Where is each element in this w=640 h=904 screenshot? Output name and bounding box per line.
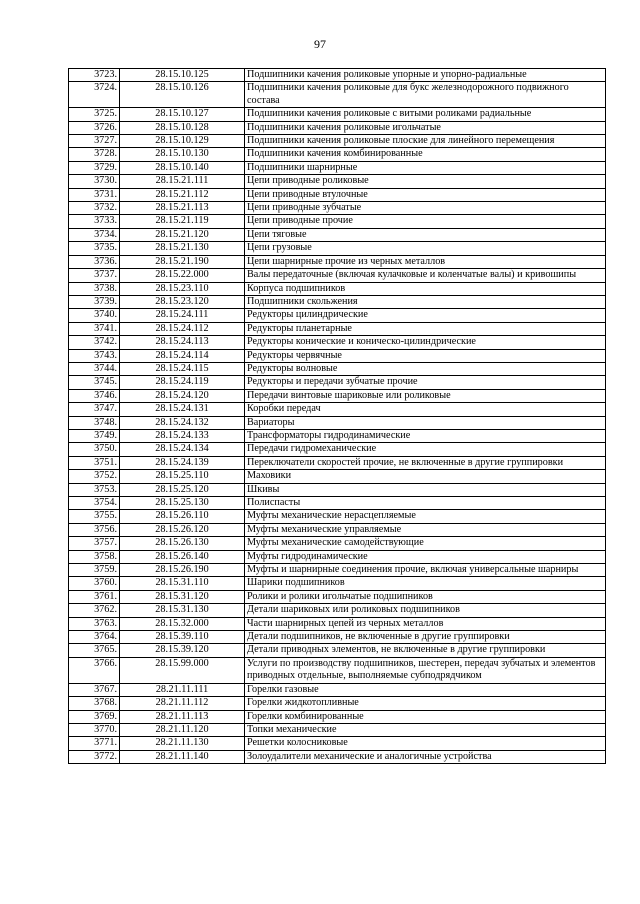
- table-row: [69, 416, 606, 429]
- table-body: [69, 69, 606, 764]
- row-number-cell: 3748.: [69, 416, 120, 429]
- code-cell: 28.15.39.120: [120, 644, 245, 657]
- row-number-cell: 3772.: [69, 750, 120, 763]
- row-number-cell: 3749.: [69, 429, 120, 442]
- table-row: [69, 590, 606, 603]
- table-row: [69, 82, 606, 108]
- row-number-cell: 3769.: [69, 710, 120, 723]
- product-name-cell: Горелки газовые: [245, 683, 606, 696]
- code-cell: 28.15.24.139: [120, 456, 245, 469]
- table-row: [69, 349, 606, 362]
- code-cell: 28.15.21.112: [120, 188, 245, 201]
- code-cell: 28.15.31.130: [120, 604, 245, 617]
- product-name-cell: Услуги по производству подшипников, шестерен, передач зубчатых и элементов приводных отдельные, выполняемые субподрядчиком: [245, 657, 606, 683]
- product-name-cell: Вариаторы: [245, 416, 606, 429]
- row-number-cell: 3728.: [69, 148, 120, 161]
- code-cell: 28.15.21.119: [120, 215, 245, 228]
- code-cell: 28.15.26.130: [120, 537, 245, 550]
- product-name-cell: Муфты механические управляемые: [245, 523, 606, 536]
- table-row: [69, 683, 606, 696]
- product-name-cell: Трансформаторы гидродинамические: [245, 429, 606, 442]
- row-number-cell: 3725.: [69, 108, 120, 121]
- product-name-cell: Подшипники качения комбинированные: [245, 148, 606, 161]
- code-cell: 28.15.24.113: [120, 336, 245, 349]
- code-cell: 28.15.10.129: [120, 135, 245, 148]
- table-row: [69, 723, 606, 736]
- code-cell: 28.15.21.111: [120, 175, 245, 188]
- row-number-cell: 3724.: [69, 82, 120, 108]
- product-name-cell: Корпуса подшипников: [245, 282, 606, 295]
- code-cell: 28.15.24.114: [120, 349, 245, 362]
- product-name-cell: Валы передаточные (включая кулачковые и коленчатые валы) и кривошипы: [245, 269, 606, 282]
- code-cell: 28.15.24.111: [120, 309, 245, 322]
- table-row: [69, 443, 606, 456]
- row-number-cell: 3723.: [69, 69, 120, 82]
- table-row: [69, 389, 606, 402]
- product-name-cell: Решетки колосниковые: [245, 737, 606, 750]
- table-row: [69, 657, 606, 683]
- table-row: [69, 282, 606, 295]
- row-number-cell: 3762.: [69, 604, 120, 617]
- page-number: 97: [314, 37, 326, 51]
- table-row: [69, 631, 606, 644]
- code-cell: 28.15.26.120: [120, 523, 245, 536]
- row-number-cell: 3731.: [69, 188, 120, 201]
- table-row: [69, 295, 606, 308]
- table-row: [69, 215, 606, 228]
- code-cell: 28.15.24.112: [120, 322, 245, 335]
- product-name-cell: Цепи грузовые: [245, 242, 606, 255]
- code-cell: 28.21.11.120: [120, 723, 245, 736]
- table-row: [69, 135, 606, 148]
- product-name-cell: Топки механические: [245, 723, 606, 736]
- table-row: [69, 362, 606, 375]
- table-row: [69, 510, 606, 523]
- product-name-cell: Редукторы конические и коническо-цилиндрические: [245, 336, 606, 349]
- product-name-cell: Цепи приводные втулочные: [245, 188, 606, 201]
- table-row: [69, 617, 606, 630]
- product-name-cell: Подшипники шарнирные: [245, 161, 606, 174]
- code-cell: 28.15.24.133: [120, 429, 245, 442]
- row-number-cell: 3743.: [69, 349, 120, 362]
- row-number-cell: 3745.: [69, 376, 120, 389]
- row-number-cell: 3758.: [69, 550, 120, 563]
- table-row: [69, 564, 606, 577]
- product-name-cell: Горелки комбинированные: [245, 710, 606, 723]
- row-number-cell: 3730.: [69, 175, 120, 188]
- table-row: [69, 255, 606, 268]
- product-name-cell: Редукторы планетарные: [245, 322, 606, 335]
- product-name-cell: Части шарнирных цепей из черных металлов: [245, 617, 606, 630]
- row-number-cell: 3737.: [69, 269, 120, 282]
- code-cell: 28.15.10.140: [120, 161, 245, 174]
- table-row: [69, 148, 606, 161]
- code-cell: 28.15.10.130: [120, 148, 245, 161]
- product-name-cell: Детали шариковых или роликовых подшипников: [245, 604, 606, 617]
- product-name-cell: Цепи приводные роликовые: [245, 175, 606, 188]
- product-name-cell: Горелки жидкотопливные: [245, 697, 606, 710]
- row-number-cell: 3757.: [69, 537, 120, 550]
- table-row: [69, 750, 606, 763]
- code-cell: 28.15.99.000: [120, 657, 245, 683]
- table-row: [69, 108, 606, 121]
- product-name-cell: Редукторы цилиндрические: [245, 309, 606, 322]
- row-number-cell: 3747.: [69, 403, 120, 416]
- code-cell: 28.15.23.120: [120, 295, 245, 308]
- product-name-cell: Полиспасты: [245, 497, 606, 510]
- row-number-cell: 3755.: [69, 510, 120, 523]
- row-number-cell: 3740.: [69, 309, 120, 322]
- table-row: [69, 336, 606, 349]
- row-number-cell: 3735.: [69, 242, 120, 255]
- product-name-cell: Коробки передач: [245, 403, 606, 416]
- product-name-cell: Детали подшипников, не включенные в другие группировки: [245, 631, 606, 644]
- table-row: [69, 604, 606, 617]
- product-name-cell: Муфты гидродинамические: [245, 550, 606, 563]
- code-cell: 28.15.10.127: [120, 108, 245, 121]
- row-number-cell: 3756.: [69, 523, 120, 536]
- table-row: [69, 242, 606, 255]
- code-cell: 28.15.26.140: [120, 550, 245, 563]
- code-cell: 28.15.25.120: [120, 483, 245, 496]
- table-row: [69, 697, 606, 710]
- code-cell: 28.21.11.111: [120, 683, 245, 696]
- code-cell: 28.15.25.130: [120, 497, 245, 510]
- table-row: [69, 403, 606, 416]
- code-cell: 28.15.21.190: [120, 255, 245, 268]
- row-number-cell: 3739.: [69, 295, 120, 308]
- product-name-cell: Золоудалители механические и аналогичные устройства: [245, 750, 606, 763]
- code-cell: 28.21.11.130: [120, 737, 245, 750]
- row-number-cell: 3765.: [69, 644, 120, 657]
- product-name-cell: Переключатели скоростей прочие, не включенные в другие группировки: [245, 456, 606, 469]
- table-row: [69, 456, 606, 469]
- row-number-cell: 3752.: [69, 470, 120, 483]
- table-row: [69, 523, 606, 536]
- product-name-cell: Редукторы волновые: [245, 362, 606, 375]
- table-row: [69, 710, 606, 723]
- code-cell: 28.15.31.110: [120, 577, 245, 590]
- code-cell: 28.15.26.110: [120, 510, 245, 523]
- product-name-cell: Редукторы и передачи зубчатые прочие: [245, 376, 606, 389]
- row-number-cell: 3746.: [69, 389, 120, 402]
- table-row: [69, 309, 606, 322]
- table-row: [69, 483, 606, 496]
- row-number-cell: 3736.: [69, 255, 120, 268]
- code-cell: 28.15.10.128: [120, 121, 245, 134]
- row-number-cell: 3753.: [69, 483, 120, 496]
- table-row: [69, 121, 606, 134]
- product-code-table: [68, 68, 606, 764]
- table-row: [69, 470, 606, 483]
- row-number-cell: 3733.: [69, 215, 120, 228]
- row-number-cell: 3726.: [69, 121, 120, 134]
- code-cell: 28.15.24.119: [120, 376, 245, 389]
- code-cell: 28.15.25.110: [120, 470, 245, 483]
- code-cell: 28.15.10.126: [120, 82, 245, 108]
- row-number-cell: 3760.: [69, 577, 120, 590]
- product-name-cell: Ролики и ролики игольчатые подшипников: [245, 590, 606, 603]
- product-name-cell: Цепи тяговые: [245, 228, 606, 241]
- code-cell: 28.15.39.110: [120, 631, 245, 644]
- product-name-cell: Цепи приводные зубчатые: [245, 202, 606, 215]
- product-name-cell: Шарики подшипников: [245, 577, 606, 590]
- row-number-cell: 3742.: [69, 336, 120, 349]
- row-number-cell: 3763.: [69, 617, 120, 630]
- code-cell: 28.15.26.190: [120, 564, 245, 577]
- row-number-cell: 3738.: [69, 282, 120, 295]
- table-row: [69, 737, 606, 750]
- row-number-cell: 3732.: [69, 202, 120, 215]
- code-cell: 28.15.23.110: [120, 282, 245, 295]
- product-name-cell: Подшипники качения роликовые упорные и упорно-радиальные: [245, 69, 606, 82]
- product-name-cell: Подшипники качения роликовые игольчатые: [245, 121, 606, 134]
- code-cell: 28.15.10.125: [120, 69, 245, 82]
- row-number-cell: 3734.: [69, 228, 120, 241]
- table-row: [69, 577, 606, 590]
- code-cell: 28.15.24.131: [120, 403, 245, 416]
- product-name-cell: Подшипники скольжения: [245, 295, 606, 308]
- code-cell: 28.15.21.120: [120, 228, 245, 241]
- table-row: [69, 228, 606, 241]
- product-name-cell: Подшипники качения роликовые с витыми роликами радиальные: [245, 108, 606, 121]
- table-row: [69, 550, 606, 563]
- product-name-cell: Подшипники качения роликовые для букс железнодорожного подвижного состава: [245, 82, 606, 108]
- table-row: [69, 497, 606, 510]
- product-name-cell: Редукторы червячные: [245, 349, 606, 362]
- table-row: [69, 322, 606, 335]
- product-name-cell: Детали приводных элементов, не включенные в другие группировки: [245, 644, 606, 657]
- product-name-cell: Муфты и шарнирные соединения прочие, включая универсальные шарниры: [245, 564, 606, 577]
- row-number-cell: 3754.: [69, 497, 120, 510]
- table-row: [69, 429, 606, 442]
- product-name-cell: Передачи винтовые шариковые или роликовые: [245, 389, 606, 402]
- row-number-cell: 3770.: [69, 723, 120, 736]
- table-row: [69, 202, 606, 215]
- code-cell: 28.21.11.140: [120, 750, 245, 763]
- product-name-cell: Маховики: [245, 470, 606, 483]
- row-number-cell: 3729.: [69, 161, 120, 174]
- product-name-cell: Цепи шарнирные прочие из черных металлов: [245, 255, 606, 268]
- code-cell: 28.21.11.112: [120, 697, 245, 710]
- row-number-cell: 3741.: [69, 322, 120, 335]
- row-number-cell: 3764.: [69, 631, 120, 644]
- table-row: [69, 188, 606, 201]
- product-name-cell: Муфты механические нерасцепляемые: [245, 510, 606, 523]
- product-name-cell: Подшипники качения роликовые плоские для линейного перемещения: [245, 135, 606, 148]
- table-row: [69, 69, 606, 82]
- code-cell: 28.15.24.134: [120, 443, 245, 456]
- row-number-cell: 3727.: [69, 135, 120, 148]
- row-number-cell: 3759.: [69, 564, 120, 577]
- row-number-cell: 3767.: [69, 683, 120, 696]
- product-name-cell: Шкивы: [245, 483, 606, 496]
- product-name-cell: Передачи гидромеханические: [245, 443, 606, 456]
- table-row: [69, 644, 606, 657]
- code-cell: 28.15.24.132: [120, 416, 245, 429]
- code-cell: 28.15.32.000: [120, 617, 245, 630]
- row-number-cell: 3744.: [69, 362, 120, 375]
- row-number-cell: 3750.: [69, 443, 120, 456]
- table-row: [69, 376, 606, 389]
- code-cell: 28.21.11.113: [120, 710, 245, 723]
- code-cell: 28.15.31.120: [120, 590, 245, 603]
- row-number-cell: 3761.: [69, 590, 120, 603]
- row-number-cell: 3771.: [69, 737, 120, 750]
- code-cell: 28.15.22.000: [120, 269, 245, 282]
- code-cell: 28.15.24.120: [120, 389, 245, 402]
- row-number-cell: 3751.: [69, 456, 120, 469]
- table-row: [69, 537, 606, 550]
- row-number-cell: 3768.: [69, 697, 120, 710]
- table-row: [69, 175, 606, 188]
- row-number-cell: 3766.: [69, 657, 120, 683]
- product-name-cell: Муфты механические самодействующие: [245, 537, 606, 550]
- code-cell: 28.15.21.113: [120, 202, 245, 215]
- code-cell: 28.15.21.130: [120, 242, 245, 255]
- table-row: [69, 269, 606, 282]
- code-cell: 28.15.24.115: [120, 362, 245, 375]
- table-row: [69, 161, 606, 174]
- product-name-cell: Цепи приводные прочие: [245, 215, 606, 228]
